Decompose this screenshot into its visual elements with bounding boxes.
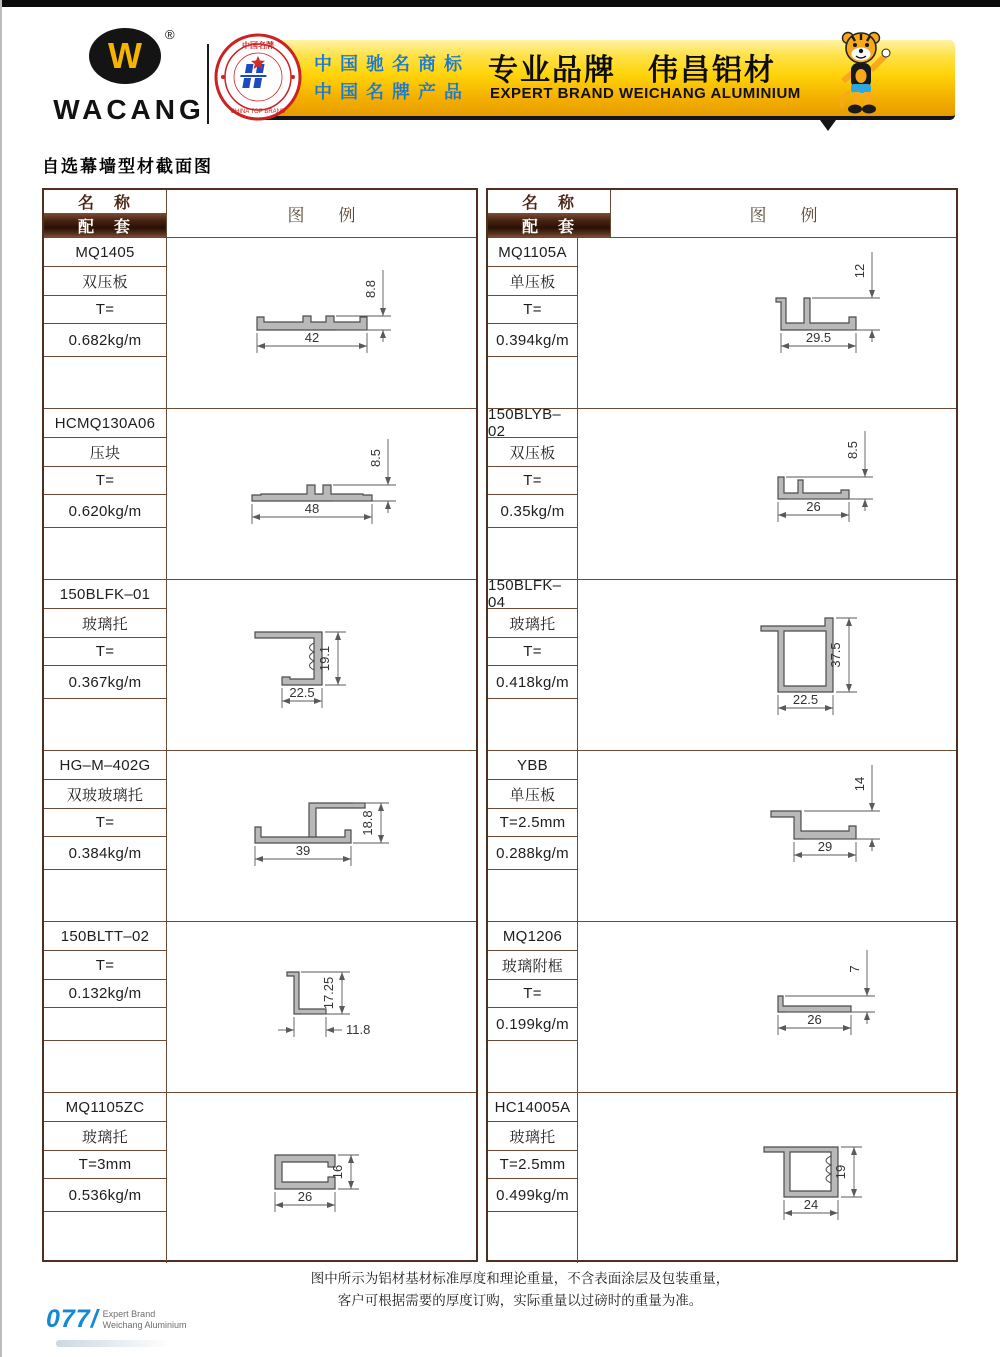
profile-weight: 0.499kg/m [488,1179,577,1212]
profile-weight: 0.384kg/m [44,837,166,870]
banner-notch [820,120,836,131]
profile-block [44,409,476,580]
profile-weight [44,1008,166,1041]
height-dimension-label: 16 [329,1164,345,1180]
profile-type: 玻璃托 [44,609,166,638]
profile-drawing [197,922,447,1092]
profile-weight: 0.199kg/m [488,1008,577,1041]
profile-empty-cell [488,528,577,579]
height-dimension-label: 8.8 [362,279,378,299]
spec-column [44,409,167,579]
column-header-legend: 图 例 [287,206,356,225]
profile-thickness: T= [488,467,577,495]
height-dimension-label: 14 [852,776,867,792]
profile-drawing [706,580,956,750]
brand-title: 专业品牌 伟昌铝材 [488,54,776,87]
profile-thickness: T=2.5mm [488,1151,577,1179]
registered-mark: ® [165,27,175,42]
height-dimension-label: 8.5 [845,440,860,460]
profile-type: 双压板 [44,267,166,296]
profile-thickness: 0.132kg/m [44,980,166,1008]
legend-cell [578,1093,956,1263]
profile-thickness: T= [488,296,577,324]
profile-empty-cell [44,528,166,579]
footer-note-line2: 客户可根据需要的厚度订购，实际重量以过磅时的重量为准。 [337,1293,703,1308]
badge-top-text: 中国名牌 [242,41,274,50]
profile-code: YBB [488,751,577,780]
page-left-edge [0,0,2,1357]
badge-bottom-text: CHINA TOP BRAND [230,109,286,115]
legend-cell [167,238,476,408]
profile-drawing [197,1093,447,1263]
profile-thickness: T= [44,467,166,495]
profile-drawing [197,238,447,408]
legend-cell [578,922,956,1092]
wacang-logo [50,26,208,126]
profile-thickness: T= [488,638,577,666]
height-dimension-label: 8.5 [367,448,383,468]
legend-cell [578,751,956,921]
width-dimension-label: 24 [803,1197,819,1212]
page-brand-line1: Expert Brand [102,1309,156,1319]
profile-thickness: T= [44,638,166,666]
profile-block [44,751,476,922]
profile-code: 150BLFK–01 [44,580,166,609]
profile-weight: 0.394kg/m [488,324,577,357]
profile-type: 压块 [44,438,166,467]
profile-table-right [486,188,958,1262]
height-dimension-label: 12 [852,263,867,279]
profile-weight: 0.620kg/m [44,495,166,528]
profile-block [44,238,476,409]
width-dimension-label: 26 [806,499,821,514]
column-header-name: 名 称 [521,195,576,212]
profile-empty-cell [488,357,577,408]
spec-column [44,751,167,921]
claim-line-1: 中国驰名商标 [314,54,470,74]
tiger-mascot-icon [830,26,896,131]
width-dimension-label: 29 [817,839,833,854]
profile-weight: 0.682kg/m [44,324,166,357]
height-dimension-label: 7 [847,965,862,973]
profile-block [44,1093,476,1263]
profile-type: 双压板 [488,438,577,467]
brand-claims [314,50,470,106]
column-header-legend: 图 例 [749,206,818,225]
profile-drawing [197,409,447,579]
height-dimension-label: 19 [833,1164,848,1180]
column-header-match: 配 套 [44,213,166,237]
profile-block [488,1093,956,1263]
header-divider [207,44,209,124]
width-dimension-label: 26 [807,1012,822,1027]
width-dimension-label: 26 [297,1189,312,1204]
profile-code: HCMQ130A06 [44,409,166,438]
name-column-header [44,190,167,237]
width-dimension-label: 29.5 [805,330,832,345]
profile-type: T= [44,951,166,980]
profile-type: 单压板 [488,267,577,296]
profile-thickness: T=3mm [44,1151,166,1179]
top-black-bar [0,0,1000,7]
spec-column [488,922,578,1092]
table-header [488,190,956,238]
profile-empty-cell [44,870,166,921]
width-dimension-label: 11.8 [345,1022,370,1037]
profile-code: 150BLYB–02 [488,409,577,438]
page-number: 077/ [46,1305,99,1333]
logo-wordmark: WACANG [53,94,205,125]
width-dimension-label: 39 [295,843,310,858]
profile-weight: 0.35kg/m [488,495,577,528]
width-dimension-label: 22.5 [288,685,315,700]
profile-drawing [706,922,956,1092]
profile-empty-cell [44,1212,166,1263]
profile-thickness: T=2.5mm [488,809,577,837]
profile-weight: 0.418kg/m [488,666,577,699]
profile-code: MQ1206 [488,922,577,951]
legend-cell [578,238,956,408]
page-brand-line2: Weichang Aluminium [102,1320,187,1330]
profile-weight: 0.367kg/m [44,666,166,699]
profile-empty-cell [44,1041,166,1092]
name-column-header [488,190,611,237]
height-dimension-label: 37.5 [828,642,843,668]
footer-note-line1: 图中所示为铝材基材标准厚度和理论重量，不含表面涂层及包装重量， [310,1271,730,1286]
profile-thickness: T= [44,296,166,324]
width-dimension-label: 42 [304,330,319,345]
svg-text:W: W [108,35,142,76]
width-dimension-label: 48 [304,501,319,516]
profile-type: 玻璃附框 [488,951,577,980]
legend-cell [578,409,956,579]
profile-code: MQ1105A [488,238,577,267]
profile-block [488,922,956,1093]
legend-cell [167,580,476,750]
profile-weight: 0.536kg/m [44,1179,166,1212]
spec-column [488,406,578,579]
profile-drawing [197,580,447,750]
profile-drawing [706,238,956,408]
profile-drawing [706,751,956,921]
page-number-area [46,1306,187,1332]
page-brand-small [103,1306,187,1331]
column-header-name: 名 称 [77,195,132,212]
claim-line-2: 中国名牌产品 [314,82,470,102]
height-dimension-label: 18.8 [359,810,375,836]
profile-type: 单压板 [488,780,577,809]
profile-drawing [706,409,956,579]
profile-code: MQ1105ZC [44,1093,166,1122]
spec-column [44,238,167,408]
profile-code: HG–M–402G [44,751,166,780]
china-top-brand-badge [214,33,302,126]
spec-column [44,580,167,750]
profile-block [488,406,956,580]
spec-column [44,922,167,1092]
profile-weight: 0.288kg/m [488,837,577,870]
profile-block [488,238,956,409]
profile-code: HC14005A [488,1093,577,1122]
profile-table-left [42,188,478,1262]
profile-type: 双玻玻璃托 [44,780,166,809]
wacang-logo-icon [83,26,175,88]
height-dimension-label: 19.1 [316,645,332,672]
table-header [44,190,476,238]
spec-column [488,751,578,921]
legend-cell [167,1093,476,1263]
page-title: 自选幕墙型材截面图 [42,157,213,176]
profile-empty-cell [488,699,577,750]
profile-block [488,577,956,751]
profile-block [44,922,476,1093]
profile-type: 玻璃托 [488,609,577,638]
profile-empty-cell [488,1212,577,1263]
spec-column [488,238,578,408]
bottom-gradient-streak [56,1340,171,1347]
brand-subtitle: EXPERT BRAND WEICHANG ALUMINIUM [490,85,801,102]
column-header-match: 配 套 [488,213,610,237]
spec-column [488,577,578,750]
legend-cell [167,922,476,1092]
profile-type: 玻璃托 [488,1122,577,1151]
profile-block [488,751,956,922]
legend-cell [167,751,476,921]
height-dimension-label: 17.25 [320,976,336,1010]
profile-drawing [197,751,447,921]
legend-cell [578,580,956,750]
profile-drawing [706,1093,956,1263]
profile-empty-cell [44,357,166,408]
profile-thickness: T= [44,809,166,837]
profile-empty-cell [488,1041,577,1092]
profile-thickness: T= [488,980,577,1008]
spec-column [44,1093,167,1263]
footer-note [80,1268,960,1312]
legend-cell [167,409,476,579]
spec-column [488,1093,578,1263]
brand-banner [218,40,955,120]
profile-block [44,580,476,751]
profile-empty-cell [488,870,577,921]
profile-empty-cell [44,699,166,750]
width-dimension-label: 22.5 [792,692,819,707]
profile-code: 150BLTT–02 [44,922,166,951]
profile-code: 150BLFK–04 [488,580,577,609]
profile-code: MQ1405 [44,238,166,267]
profile-type: 玻璃托 [44,1122,166,1151]
